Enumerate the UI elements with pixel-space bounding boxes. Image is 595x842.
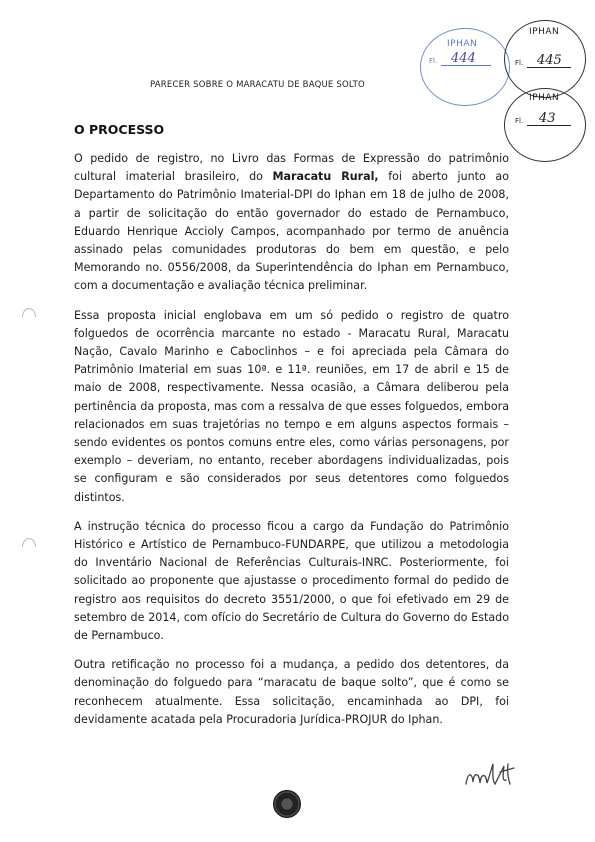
stamp-number: 445: [537, 53, 562, 68]
document-header: PARECER SOBRE O MARACATU DE BAQUE SOLTO: [150, 80, 365, 90]
paragraph-1-text-a: O pedido de registro, no Livro das Formas de Expressão do patrimônio cultural imaterial brasileiro, do: [74, 152, 509, 184]
stamp-org: IPHAN: [529, 27, 560, 37]
handwritten-initials: [462, 758, 522, 792]
stamp-org: IPHAN: [447, 39, 478, 49]
paragraph-1: [74, 150, 509, 296]
punch-hole-mark: [22, 538, 36, 547]
protocol-stamp-bottom: [504, 88, 586, 162]
punch-hole-mark: [22, 308, 36, 317]
document-body: [74, 150, 509, 740]
stamp-number: 444: [451, 51, 476, 66]
stamp-org: IPHAN: [529, 93, 560, 103]
stamp-fl-label: Fl.: [515, 117, 524, 125]
stamp-fl-label: Fl.: [515, 59, 524, 67]
paragraph-2: Essa proposta inicial englobava em um só pedido o registro de quatro folguedos de ocorrência marcante no estado - Maracatu Rural, Maracatu Nação, Cavalo Marinho e Caboclinhos – e foi apreciada pela Câmara do Patrimônio Imaterial em suas 10ª. e 11ª. reuniões, em 17 de abril e 15 de maio de 2008, respectivamente. Nessa ocasião, a Câmara deliberou pela pertinência da proposta, mas com a ressalva de que esses folguedos, embora relacionados em suas trajetórias no tempo e em alguns aspectos formais – sendo evidentes os pontos comuns entre eles, como várias personagens, por exemplo – deveriam, no entanto, receber abordagens individualizadas, pois se configuram e são considerados por seus detentores como folguedos distintos.: [74, 308, 509, 504]
paragraph-3: A instrução técnica do processo ficou a cargo da Fundação do Patrimônio Histórico e Artístico de Pernambuco-FUNDARPE, que utilizou a metodologia do Inventário Nacional de Referências Culturais-INRC. Posteriormente, foi solicitado ao proponente que ajustasse o procedimento formal do pedido de registro aos requisitos do decreto 3551/2000, o que foi efetivado em 29 de setembro de 2014, com ofício do Secretário de Cultura do Governo do Estado de Pernambuco.: [74, 519, 509, 643]
stamp-number: 43: [539, 111, 556, 126]
emblem-icon: [273, 790, 301, 818]
paragraph-4: Outra retificação no processo foi a mudança, a pedido dos detentores, da denominação do folguedo para “maracatu de baque solto”, que é como se reconhecem atualmente. Essa solicitação, encaminhada ao DPI, foi devidamente acatada pela Procuradoria Jurídica-PROJUR do Iphan.: [74, 658, 509, 726]
stamp-fl-label: Fl.: [429, 57, 438, 65]
paragraph-1-text-b: foi aberto junto ao Departamento do Patrimônio Imaterial-DPI do Iphan em 18 de julho de 2008, a partir de solicitação do então governador do estado de Pernambuco, Eduardo Henrique Accioly Campos, acompanhado por termo de anuência assinado pelas comunidades produtoras do bem em questão, e pelo Memorando no. 0556/2008, da Superintendência do Iphan em Pernambuco, com a documentação e avaliação técnica preliminar.: [74, 170, 509, 293]
protocol-stamp-top: [504, 20, 586, 98]
protocol-stamp-blue: [420, 28, 510, 106]
section-heading: O PROCESSO: [74, 122, 165, 137]
paragraph-1-bold-term: Maracatu Rural,: [272, 170, 379, 184]
